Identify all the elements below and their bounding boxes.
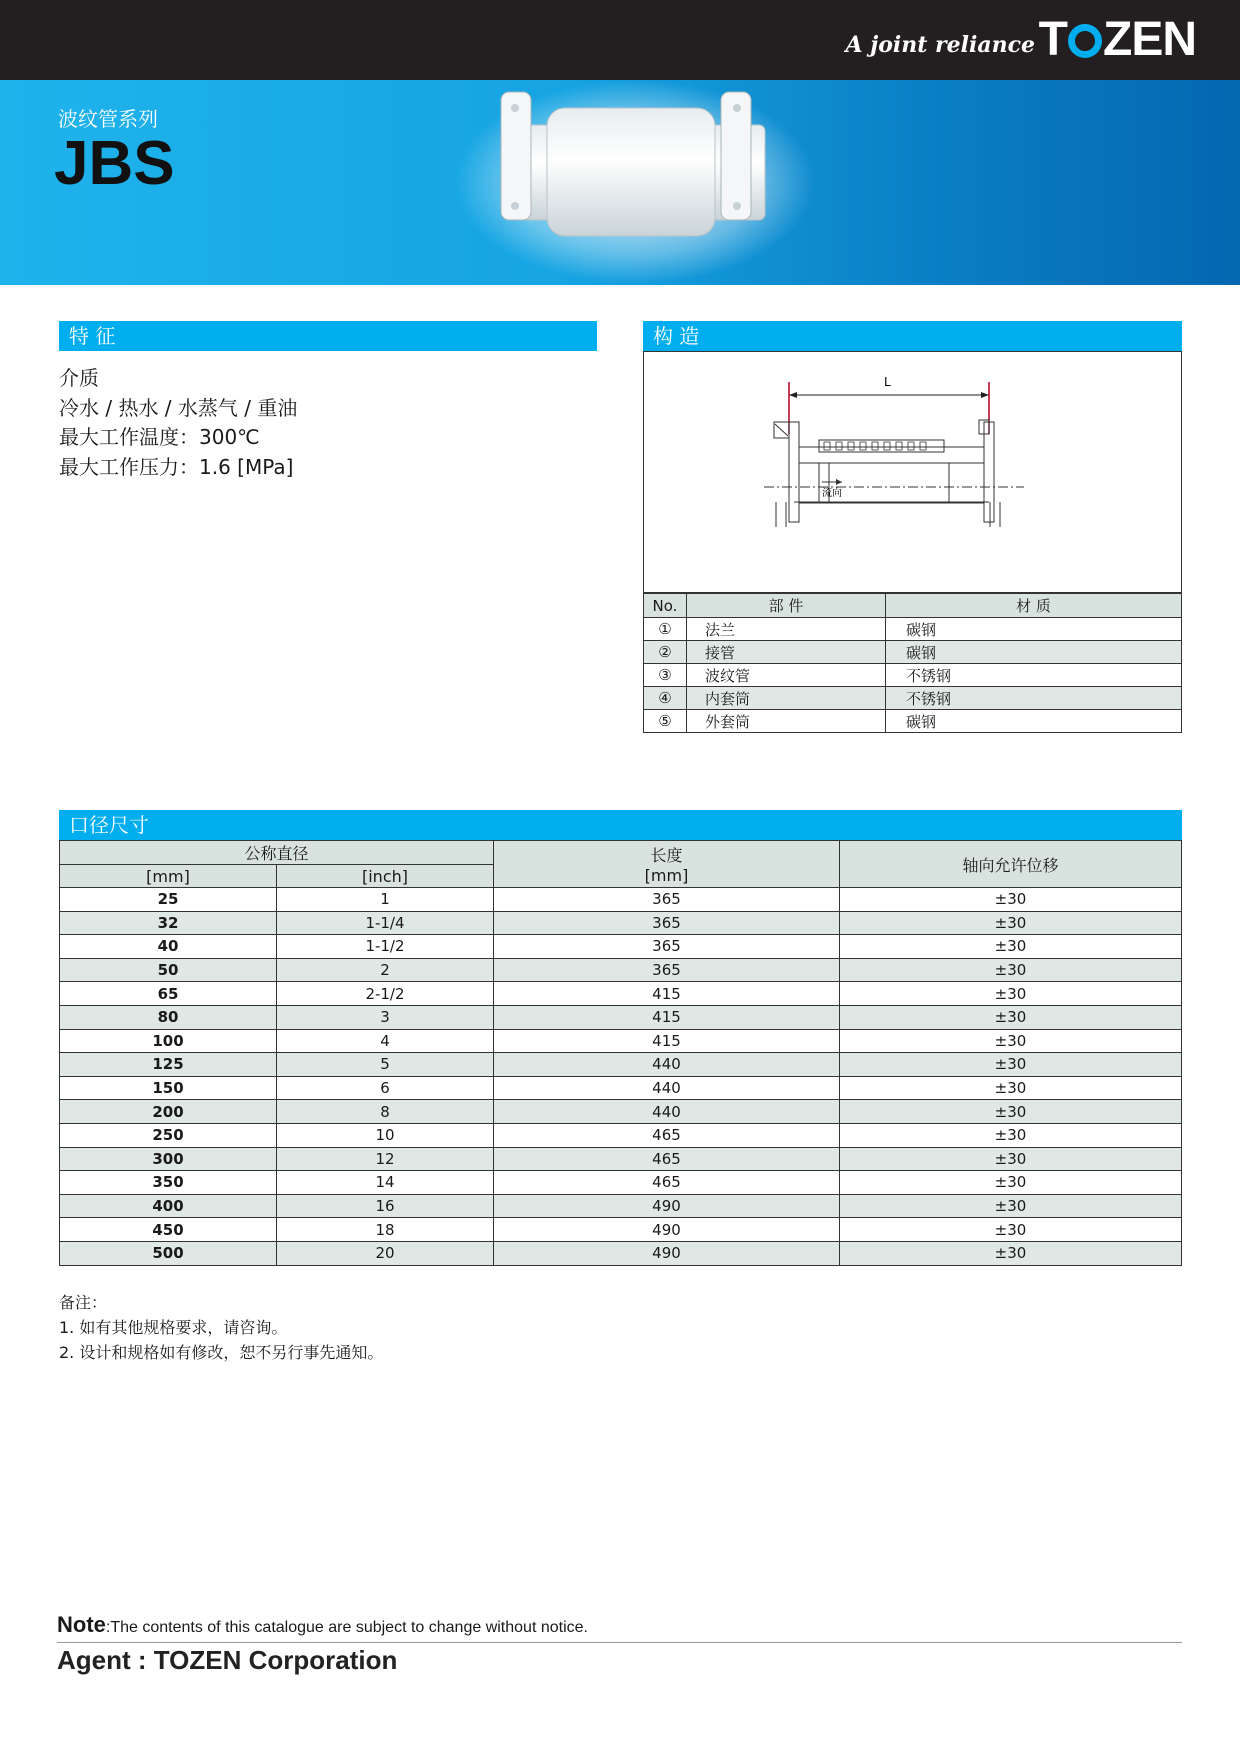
cell-axial: ±30: [840, 958, 1182, 982]
cell-length: 490: [494, 1194, 840, 1218]
dimensions-table: [59, 840, 1182, 1266]
cell-mm: 50: [60, 958, 277, 982]
feature-line-temperature: 最大工作温度：300℃: [59, 425, 260, 449]
cell-inch: 18: [277, 1218, 494, 1242]
parts-header-material: 材 质: [886, 594, 1182, 618]
cell-axial: ±30: [840, 982, 1182, 1006]
remarks-title: 备注：: [59, 1293, 108, 1312]
cell-axial: ±30: [840, 1053, 1182, 1077]
table-row: [60, 1123, 1182, 1147]
cell-inch: 2: [277, 958, 494, 982]
table-row: [644, 687, 1182, 710]
cell-inch: 5: [277, 1053, 494, 1077]
part-name: 内套筒: [687, 687, 886, 710]
table-row: [60, 1005, 1182, 1029]
cell-inch: 16: [277, 1194, 494, 1218]
part-no: ①: [644, 618, 687, 641]
remark-item: 2. 设计和规格如有修改，恕不另行事先通知。: [59, 1343, 384, 1362]
dimension-label-l: L: [884, 375, 891, 389]
footer-divider: [57, 1642, 1182, 1643]
cell-axial: ±30: [840, 1076, 1182, 1100]
cell-inch: 12: [277, 1147, 494, 1171]
table-row: [644, 641, 1182, 664]
table-row: [644, 618, 1182, 641]
table-row: [644, 710, 1182, 733]
hero-banner: [0, 80, 1240, 285]
cell-inch: 1: [277, 888, 494, 912]
cell-inch: 14: [277, 1171, 494, 1195]
header-mm: [mm]: [60, 865, 277, 888]
structure-heading: 构 造: [643, 321, 1182, 351]
cell-length: 365: [494, 888, 840, 912]
table-row: [60, 1218, 1182, 1242]
cell-length: 490: [494, 1241, 840, 1265]
parts-header-no: No.: [644, 594, 687, 618]
cell-mm: 100: [60, 1029, 277, 1053]
cell-mm: 150: [60, 1076, 277, 1100]
part-material: 碳钢: [886, 641, 1182, 664]
part-no: ②: [644, 641, 687, 664]
table-row: [60, 1053, 1182, 1077]
part-name: 波纹管: [687, 664, 886, 687]
cell-axial: ±30: [840, 1005, 1182, 1029]
table-row: [60, 1076, 1182, 1100]
header-inch: [inch]: [277, 865, 494, 888]
product-photo: [455, 80, 815, 285]
footer-note: [57, 1612, 588, 1638]
table-row: [60, 1147, 1182, 1171]
cell-length: 490: [494, 1218, 840, 1242]
structure-drawing-frame: [643, 351, 1182, 593]
parts-header-part: 部 件: [687, 594, 886, 618]
features-heading: 特 征: [59, 321, 597, 351]
cell-length: 365: [494, 958, 840, 982]
series-label: 波纹管系列: [58, 107, 158, 131]
top-bar: [0, 0, 1240, 80]
header-length: 长度 [mm]: [494, 841, 840, 888]
table-row: [60, 1171, 1182, 1195]
cell-mm: 40: [60, 935, 277, 959]
flow-direction-label: 流向: [822, 488, 842, 499]
note-text: :The contents of this catalogue are subject to change without notice.: [105, 1619, 588, 1636]
header-nominal-diameter: 公称直径: [60, 841, 494, 865]
note-label: Note: [57, 1612, 106, 1637]
cell-axial: ±30: [840, 1029, 1182, 1053]
table-row: [60, 935, 1182, 959]
cell-mm: 32: [60, 911, 277, 935]
cell-axial: ±30: [840, 1218, 1182, 1242]
cell-mm: 300: [60, 1147, 277, 1171]
feature-line-medium: 介质: [59, 366, 99, 390]
dimensions-table-body: [60, 888, 1182, 1266]
cell-length: 415: [494, 1029, 840, 1053]
cell-mm: 80: [60, 1005, 277, 1029]
cell-axial: ±30: [840, 1171, 1182, 1195]
cell-inch: 3: [277, 1005, 494, 1029]
part-material: 不锈钢: [886, 687, 1182, 710]
model-name: JBS: [54, 129, 175, 198]
table-row: [60, 1241, 1182, 1265]
cell-length: 365: [494, 911, 840, 935]
logo-ring-icon: [1068, 24, 1102, 58]
cell-mm: 450: [60, 1218, 277, 1242]
cell-inch: 4: [277, 1029, 494, 1053]
structure-drawing: [644, 352, 1181, 592]
cell-inch: 1-1/2: [277, 935, 494, 959]
cell-mm: 500: [60, 1241, 277, 1265]
tozen-logo: T ZEN: [1038, 13, 1196, 66]
feature-line-pressure: 最大工作压力：1.6 [MPa]: [59, 455, 294, 479]
cell-length: 465: [494, 1147, 840, 1171]
header-axial-displacement: 轴向允许位移: [840, 841, 1182, 888]
cell-axial: ±30: [840, 911, 1182, 935]
table-row: [644, 664, 1182, 687]
cell-mm: 125: [60, 1053, 277, 1077]
parts-table: [643, 593, 1182, 733]
dimensions-heading: 口径尺寸: [59, 810, 1182, 840]
cell-axial: ±30: [840, 935, 1182, 959]
table-row: [60, 982, 1182, 1006]
remark-item: 1. 如有其他规格要求，请咨询。: [59, 1318, 288, 1337]
table-row: [60, 1029, 1182, 1053]
feature-line-fluids: 冷水 / 热水 / 水蒸气 / 重油: [59, 396, 298, 420]
cell-length: 440: [494, 1053, 840, 1077]
cell-mm: 250: [60, 1123, 277, 1147]
part-no: ③: [644, 664, 687, 687]
cell-inch: 20: [277, 1241, 494, 1265]
part-name: 法兰: [687, 618, 886, 641]
table-row: [60, 1194, 1182, 1218]
cell-inch: 1-1/4: [277, 911, 494, 935]
part-no: ⑤: [644, 710, 687, 733]
table-row: [60, 1100, 1182, 1124]
cell-length: 465: [494, 1123, 840, 1147]
cell-length: 415: [494, 1005, 840, 1029]
table-row: [60, 888, 1182, 912]
cell-axial: ±30: [840, 1194, 1182, 1218]
part-material: 碳钢: [886, 710, 1182, 733]
part-name: 外套筒: [687, 710, 886, 733]
cell-mm: 65: [60, 982, 277, 1006]
cell-axial: ±30: [840, 1100, 1182, 1124]
agent-line: Agent : TOZEN Corporation: [57, 1645, 398, 1675]
table-row: [60, 958, 1182, 982]
part-material: 碳钢: [886, 618, 1182, 641]
cell-axial: ±30: [840, 1241, 1182, 1265]
cell-mm: 350: [60, 1171, 277, 1195]
cell-mm: 400: [60, 1194, 277, 1218]
part-name: 接管: [687, 641, 886, 664]
cell-inch: 8: [277, 1100, 494, 1124]
part-material: 不锈钢: [886, 664, 1182, 687]
cell-length: 415: [494, 982, 840, 1006]
cell-inch: 10: [277, 1123, 494, 1147]
cell-axial: ±30: [840, 1123, 1182, 1147]
cell-mm: 200: [60, 1100, 277, 1124]
cell-inch: 6: [277, 1076, 494, 1100]
cell-inch: 2-1/2: [277, 982, 494, 1006]
cell-length: 465: [494, 1171, 840, 1195]
cell-axial: ±30: [840, 888, 1182, 912]
cell-length: 365: [494, 935, 840, 959]
cell-mm: 25: [60, 888, 277, 912]
cell-length: 440: [494, 1076, 840, 1100]
cell-axial: ±30: [840, 1147, 1182, 1171]
table-row: [60, 911, 1182, 935]
brand-tagline: A joint reliance: [845, 32, 1035, 58]
cell-length: 440: [494, 1100, 840, 1124]
part-no: ④: [644, 687, 687, 710]
